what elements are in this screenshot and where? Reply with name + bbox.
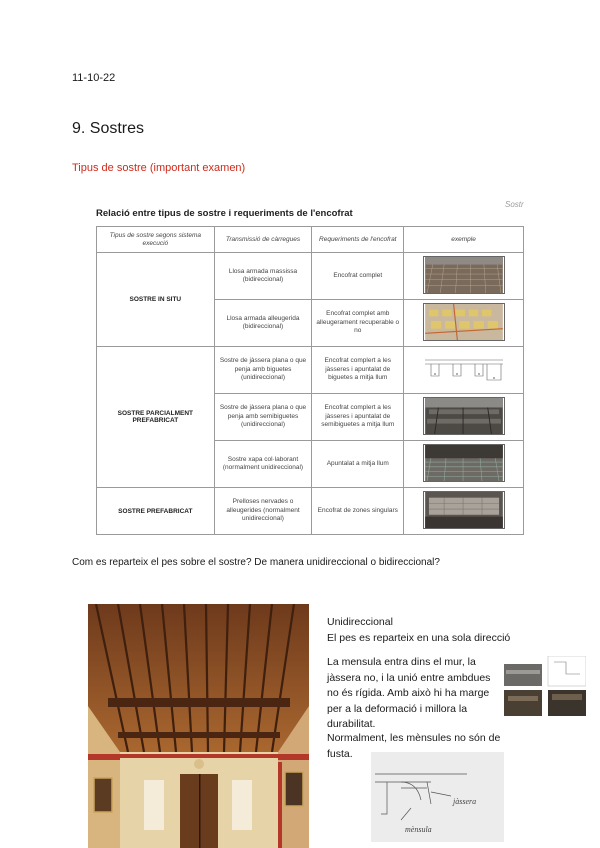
question-text: Com es reparteix el pes sobre el sostre? De manera unidireccional o bidireccional? [72, 557, 440, 568]
page-heading: 9. Sostres [72, 120, 145, 137]
semi-joist-floor-photo [423, 397, 505, 435]
sketch-label-mensula: mènsula [405, 825, 432, 834]
transmission-cell: Sostre de jàssera plana o que penja amb semibiguetes (unidireccional) [214, 394, 312, 441]
table-row [97, 488, 524, 535]
requirement-cell: Encofrat complet [312, 253, 404, 300]
unidirectional-paragraph: La mensula entra dins el mur, la jàssera no, i la unió entre ambdues no és rígida. Amb això hi ha marge per a la deformació i millora la durabilitat. [327, 656, 491, 731]
transmission-cell: Prelloses nervades o alleugerides (normalment unidireccional) [214, 488, 312, 535]
figure-title: Relació entre tipus de sostre i requeriments de l'encofrat [96, 208, 353, 219]
table-row [97, 347, 524, 394]
transmission-cell: Llosa armada alleugerida (bidireccional) [214, 300, 312, 347]
system-cell: SOSTRE PREFABRICAT [97, 488, 215, 535]
table-row [97, 253, 524, 300]
requirement-cell: Encofrat de zones singulars [312, 488, 404, 535]
requirement-cell: Encofrat complert a les jàsseres i apuntalat de biguetes a mitja llum [312, 347, 404, 394]
section-subheading: Tipus de sostre (important examen) [72, 162, 246, 174]
unidirectional-block [327, 614, 527, 646]
bracket-photos [504, 656, 586, 718]
table-header: Transmissió de càrregues [214, 227, 312, 253]
slab-types-table [96, 226, 524, 535]
table-header-row [97, 227, 524, 253]
unidirectional-paragraph-2: Normalment, les mènsules no són de fusta. [327, 732, 501, 760]
date: 11-10-22 [72, 72, 116, 84]
unidirectional-title: Unidireccional [327, 616, 393, 628]
system-cell: SOSTRE PARCIALMENT PREFABRICAT [97, 347, 215, 488]
system-cell: SOSTRE IN SITU [97, 253, 215, 347]
wooden-ceiling-image [88, 604, 309, 848]
requirement-cell: Apuntalat a mitja llum [312, 441, 404, 488]
transmission-cell: Sostre xapa col·laborant (normalment unidireccional) [214, 441, 312, 488]
requirement-cell: Encofrat complet amb alleugerament recuperable o no [312, 300, 404, 347]
ceiling-photo [88, 604, 309, 848]
transmission-cell: Sostre de jàssera plana o que penja amb biguetes (unidireccional) [214, 347, 312, 394]
composite-deck-photo [423, 444, 505, 482]
bracket-thumbnails [504, 656, 586, 718]
table-header: Requeriments de l'encofrat [312, 227, 404, 253]
sketch-label-jassera: jàssera [453, 797, 477, 806]
transmission-cell: Llosa armada massissa (bidireccional) [214, 253, 312, 300]
waffle-slab-photo [423, 303, 505, 341]
unidirectional-line: El pes es reparteix en una sola direcció [327, 632, 511, 644]
beam-section-drawing [423, 350, 505, 388]
figure-tag: Sostr [505, 200, 524, 209]
requirement-cell: Encofrat complert a les jàsseres i apuntalat de semibiguetes a mitja llum [312, 394, 404, 441]
rebar-mesh-slab-photo [423, 256, 505, 294]
bracket-sketch [371, 752, 504, 842]
table-header: Tipus de sostre segons sistema execució [97, 227, 215, 253]
table-header: exemple [404, 227, 524, 253]
hand-sketch [371, 752, 504, 842]
precast-slab-photo [423, 491, 505, 529]
